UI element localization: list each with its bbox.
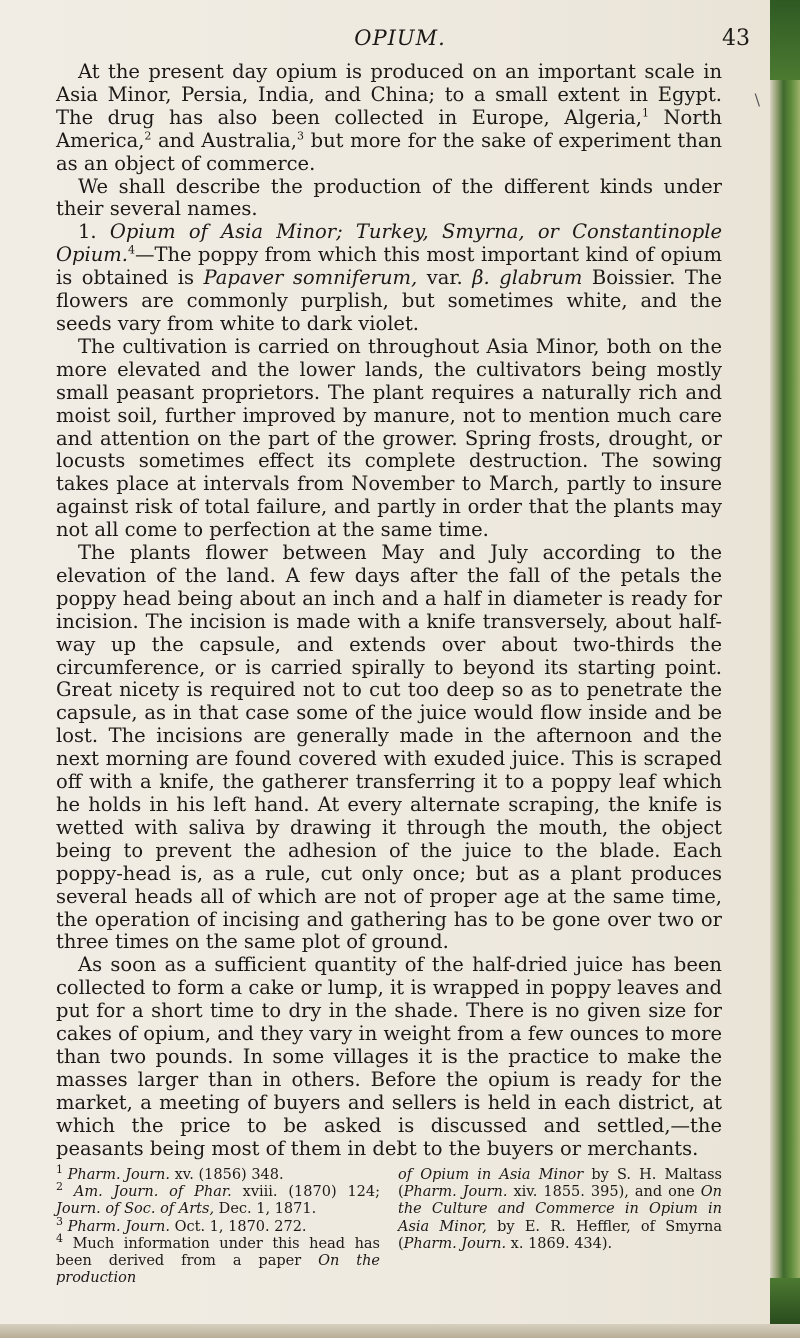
page-bottom-edge [0,1324,800,1338]
footnote-1: $^1$ Pharm. Journ. xv. (1856) 348. [56,1163,284,1183]
variety-name: β. glabrum [472,266,583,290]
margin-mark: \ [754,90,760,109]
footnotes-right-column [398,1167,722,1287]
footnote-4: $^4$ Much information under this head has been derived from a paper On the production [56,1231,380,1287]
footnote-2: $^2$ Am. Journ. of Phar. xviii. (1870) 124; Journ. of Soc. of Arts, Dec. 1, 1871. [56,1180,381,1218]
footnote-ref-1: 1 [641,106,649,120]
footnote-ref-3: 3 [297,129,305,143]
footnote-ref-2: 2 [144,129,152,143]
cover-edge-top [770,0,800,80]
paragraph-6: As soon as a sufficient quantity of the half-dried juice has been collected to form a cake or lump, it is wrapped in poppy leaves and put for a short time to dry in the shade. There is no given size for cakes of opium, and they vary in weight from a few ounces to more than two pounds. In some villages it is the practice to make the masses larger than in others. Before the opium is ready for the market, a meeting of buyers and sellers is held in each district, at which the price to be asked is discussed and settled,—the peasants being most of them in debt to the buyers or merchants. [56,953,722,1160]
running-head: OPIUM. [354,26,446,50]
paragraph-2: We shall describe the production of the different kinds under their several names. [56,174,722,221]
footnote-3: $^3$ Pharm. Journ. Oct. 1, 1870. 272. [56,1214,307,1235]
page-number: 43 [722,26,750,51]
section-heading: Opium of Asia Minor; Turkey, Smyrna, or Constantinople Opium. [56,220,722,267]
page-header [50,26,750,56]
paragraph-5: The plants flower between May and July according to the elevation of the land. A few days after the fall of the petals the poppy head being about an inch and a half in diameter is ready for incision. The incision is made with a knife transversely, about half-way up the capsule, and extends over about two-thirds the circumference, or is carried spirally to beyond its starting point. Great nicety is required not to cut too deep so as to penetrate the capsule, as in that case some of the juice would flow inside and be lost. The incisions are generally made in the afternoon and the next morning are found covered with exuded juice. This is scraped off with a knife, the gatherer transferring it to a poppy leaf which he holds in his left hand. At every alternate scraping, the knife is wetted with saliva by drawing it through the mouth, the object being to prevent the adhesion of the juice to the blade. Each poppy-head is, as a rule, cut only once; but as a plant produces several heads all of which are not of proper age at the same time, the operation of incising and gathering has to be gone over two or three times on the same plot of ground. [56,541,722,954]
footnotes [56,1163,722,1287]
paragraph-4: The cultivation is carried on throughout Asia Minor, both on the more elevated and the lower lands, the cultivators being mostly small peasant proprietors. The plant requires a naturally rich and moist soil, further improved by manure, not to mention much care and attention on the part of the grower. Spring frosts, drought, or locusts sometimes effect its complete destruction. The sowing takes place at intervals from November to March, partly to insure against risk of total failure, and partly in order that the plants may not all come to perfection at the same time. [56,334,722,542]
footnote-4-continued: of Opium in Asia Minor by S. H. Maltass (Pharm. Journ. xiv. 1855. 395), and one On the Culture and Commerce in Opium in Asia Minor, by E. R. Heffler, of Smyrna (Pharm. Journ. x. 1869. 434). [398,1167,722,1252]
book-cover-edge [770,0,800,1338]
species-name: Papaver somniferum, [203,266,418,290]
footnotes-left-column [56,1163,381,1287]
paragraph-3: 1. Opium of Asia Minor; Turkey, Smyrna, or Constantinople Opium.$^4$—The poppy from which this most important kind of opium is obtained is Papaver somniferum, var. β. glabrum Boissier. The flowers are commonly purplish, but sometimes white, and the seeds vary from white to dark violet. [56,220,722,335]
paragraph-1: At the present day opium is produced on an important scale in Asia Minor, Persia, India, and China; to a small extent in Egypt. The drug has also been collected in Europe, Algeria,$^1$ North America,$^2$ and Australia,$^3$ but more for the sake of experiment than as an object of commerce. [56,60,723,175]
footnote-ref-4: 4 [127,243,135,257]
body-text [56,61,722,1161]
